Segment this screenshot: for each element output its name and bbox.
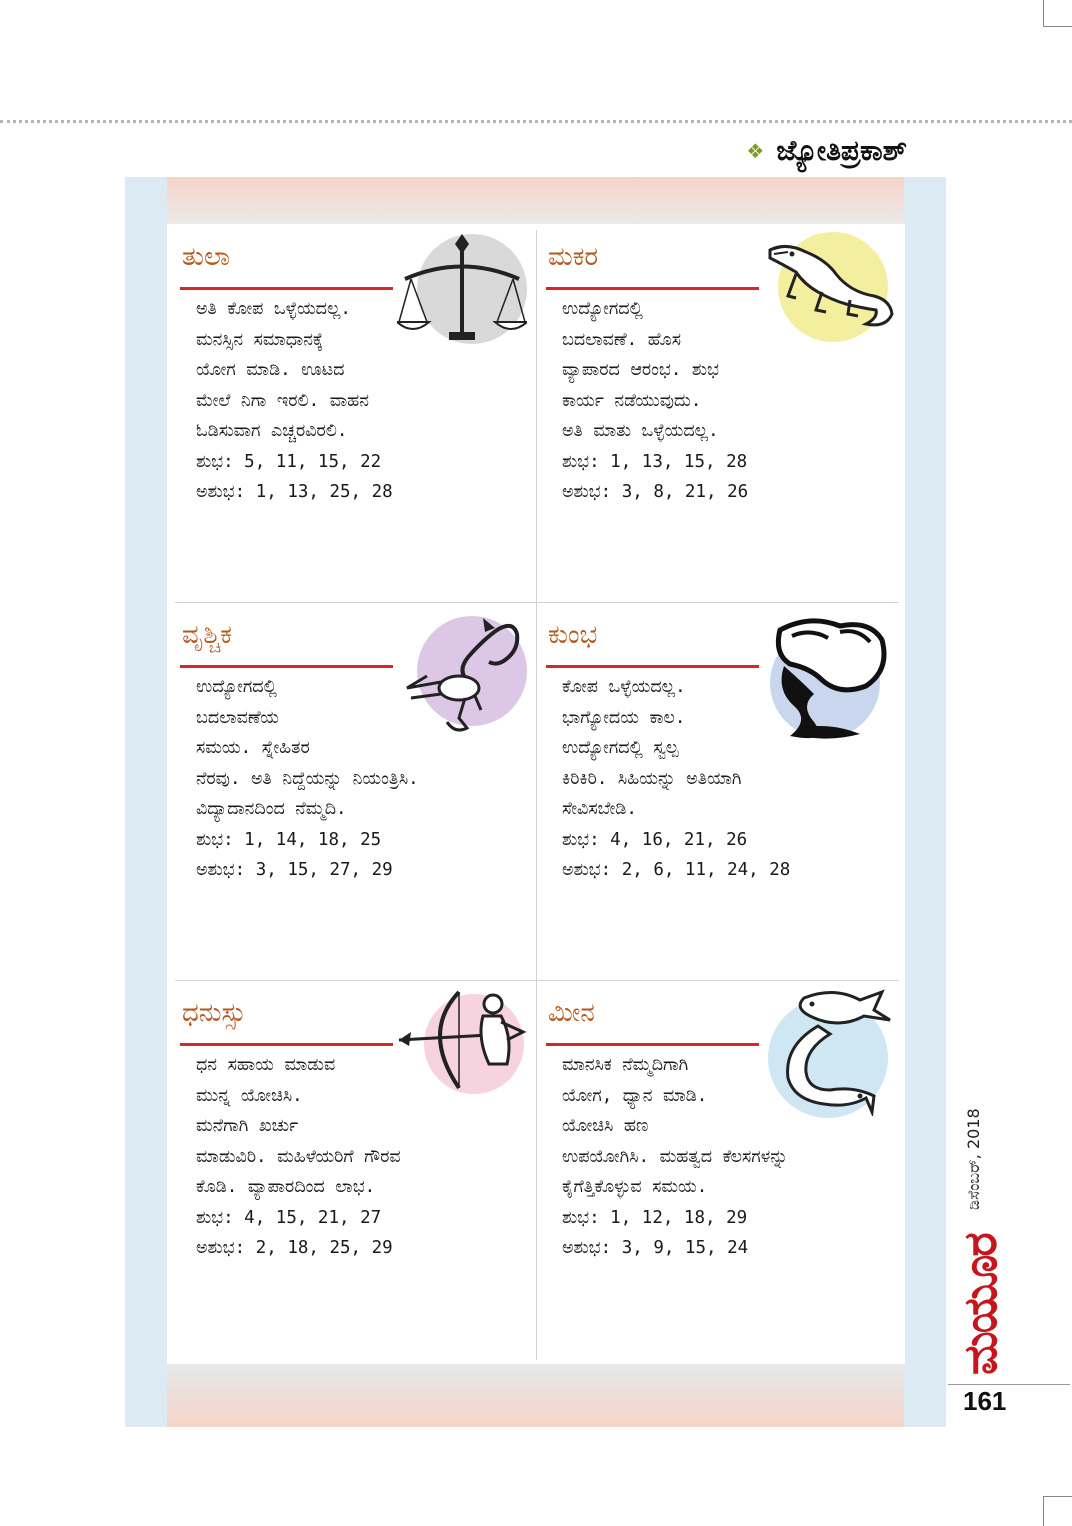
sign-name: ವೃಶ್ಚಿಕ: [182, 620, 232, 650]
heading-underline: [180, 1043, 393, 1046]
prediction-line: ಮಾಡುವಿರಿ. ಮಹಿಳೆಯರಿಗೆ ಗೌರವ: [196, 1146, 401, 1167]
prediction-line: ಬದಲಾವಣೆಯ: [196, 707, 279, 728]
heading-underline: [546, 1043, 759, 1046]
magazine-logo: ಮಯೂರ: [953, 1234, 1007, 1375]
page-number: 161: [963, 1386, 1007, 1416]
prediction-line: ಮುನ್ನ ಯೋಚಿಸಿ.: [196, 1085, 303, 1106]
prediction-line: ಬದಲಾವಣೆ. ಹೊಸ: [562, 329, 682, 350]
prediction-line: ಮಾನಸಿಕ ನೆಮ್ಮದಿಗಾಗಿ: [562, 1055, 689, 1075]
sign-card-libra: [172, 230, 532, 600]
sign-name: ಧನುಸ್ಸು: [182, 998, 247, 1028]
row-divider: [175, 602, 899, 603]
prediction-line: ಯೋಗ ಮಾಡಿ. ಊಟದ: [196, 360, 345, 380]
capricorn-crocodile-icon: [766, 234, 898, 334]
prediction-line: ವಿದ್ಯಾದಾನದಿಂದ ನೆಮ್ಮದಿ.: [196, 799, 347, 819]
prediction-line: ಓಡಿಸುವಾಗ ಎಚ್ಚರವಿರಲಿ.: [196, 421, 348, 441]
prediction-text: [196, 672, 419, 886]
prediction-line: ಮೇಲೆ ನಿಗಾ ಇರಲಿ. ವಾಹನ: [196, 390, 369, 411]
prediction-line: ಕೊಡಿ. ವ್ಯಾಪಾರದಿಂದ ಲಾಭ.: [196, 1177, 376, 1197]
sign-card-scorpio: [172, 608, 532, 978]
lucky-dates: ಶುಭ: 4, 16, 21, 26: [562, 829, 748, 850]
prediction-line: ಧನ ಸಹಾಯ ಮಾಡುವ: [196, 1055, 336, 1075]
crop-mark-top-right: [1043, 0, 1072, 27]
prediction-line: ಉದ್ಯೋಗದಲ್ಲಿ: [196, 677, 277, 697]
sagittarius-archer-icon: [397, 988, 527, 1098]
heading-underline: [180, 287, 393, 290]
section-title: ಜ್ಯೋತಿಪ್ರಕಾಶ್: [776, 134, 907, 167]
unlucky-dates: ಅಶುಭ: 3, 9, 15, 24: [562, 1238, 749, 1258]
prediction-line: ಸಮಯ. ಸ್ನೇಹಿತರ: [196, 738, 310, 758]
unlucky-dates: ಅಶುಭ: 3, 8, 21, 26: [562, 482, 749, 502]
sign-card-sagittarius: [172, 986, 532, 1356]
unlucky-dates: ಅಶುಭ: 1, 13, 25, 28: [196, 482, 393, 502]
dotted-divider: [0, 120, 1072, 123]
sign-name: ಮಕರ: [548, 242, 599, 272]
lucky-dates: ಶುಭ: 1, 12, 18, 29: [562, 1207, 748, 1228]
lucky-dates: ಶುಭ: 1, 14, 18, 25: [196, 829, 382, 850]
unlucky-dates: ಅಶುಭ: 2, 18, 25, 29: [196, 1238, 393, 1258]
lucky-dates: ಶುಭ: 4, 15, 21, 27: [196, 1207, 382, 1228]
section-header: [746, 134, 907, 168]
prediction-line: ಯೋಗ, ಧ್ಯಾನ ಮಾಡಿ.: [562, 1085, 708, 1106]
sign-name: ತುಲಾ: [182, 242, 231, 272]
libra-scales-icon: [397, 234, 527, 344]
prediction-text: [562, 1050, 788, 1264]
prediction-line: ನೆರವು. ಅತಿ ನಿದ್ದೆಯನ್ನು ನಿಯಂತ್ರಿಸಿ.: [196, 768, 419, 789]
prediction-line: ಕಿರಿಕಿರಿ. ಸಿಹಿಯನ್ನು ಅತಿಯಾಗಿ: [562, 768, 742, 789]
prediction-line: ಮನಸ್ಸಿನ ಸಮಾಧಾನಕ್ಕೆ: [196, 329, 324, 350]
sign-name: ಕುಂಭ: [548, 620, 598, 650]
prediction-line: ವ್ಯಾಪಾರದ ಆರಂಭ. ಶುಭ: [562, 360, 720, 380]
prediction-line: ಕೋಪ ಒಳ್ಳೆಯದಲ್ಲ.: [562, 677, 686, 697]
prediction-line: ಭಾಗ್ಯೋದಯ ಕಾಲ.: [562, 707, 686, 728]
unlucky-dates: ಅಶುಭ: 2, 6, 11, 24, 28: [562, 860, 791, 880]
page-number-rule: [948, 1384, 1070, 1385]
unlucky-dates: ಅಶುಭ: 3, 15, 27, 29: [196, 860, 393, 880]
prediction-text: [562, 294, 748, 508]
prediction-line: ಉದ್ಯೋಗದಲ್ಲಿ: [562, 299, 643, 319]
bullet-icon: ❖: [746, 139, 765, 163]
heading-underline: [546, 665, 759, 668]
prediction-text: [196, 294, 393, 508]
prediction-line: ಉಪಯೋಗಿಸಿ. ಮಹತ್ವದ ಕೆಲಸಗಳನ್ನು: [562, 1146, 788, 1167]
column-divider: [536, 230, 537, 1360]
pisces-fish-icon: [774, 986, 894, 1116]
sign-name: ಮೀನ: [548, 998, 595, 1028]
sign-card-capricorn: [538, 230, 898, 600]
lucky-dates: ಶುಭ: 1, 13, 15, 28: [562, 451, 748, 472]
row-divider: [175, 980, 899, 981]
prediction-text: [562, 672, 790, 886]
lucky-dates: ಶುಭ: 5, 11, 15, 22: [196, 451, 382, 472]
prediction-text: [196, 1050, 401, 1264]
heading-underline: [546, 287, 759, 290]
sign-card-pisces: [538, 986, 898, 1356]
prediction-line: ಯೋಚಿಸಿ ಹಣ: [562, 1116, 649, 1136]
sign-card-aquarius: [538, 608, 898, 978]
prediction-line: ಕೈಗೆತ್ತಿಕೊಳ್ಳುವ ಸಮಯ.: [562, 1177, 708, 1197]
prediction-line: ಉದ್ಯೋಗದಲ್ಲಿ ಸ್ವಲ್ಪ: [562, 738, 679, 758]
prediction-line: ಅತಿ ಮಾತು ಒಳ್ಳೆಯದಲ್ಲ.: [562, 421, 719, 441]
prediction-line: ಸೇವಿಸಬೇಡಿ.: [562, 799, 637, 819]
prediction-line: ಕಾರ್ಯ ನಡೆಯುವುದು.: [562, 390, 702, 411]
heading-underline: [180, 665, 393, 668]
crop-mark-bottom-right: [1043, 1496, 1072, 1526]
issue-date: ಡಿಸೆಂಬರ್, 2018: [964, 1108, 983, 1210]
prediction-line: ಮನೆಗಾಗಿ ಖರ್ಚು: [196, 1116, 299, 1136]
prediction-line: ಅತಿ ಕೋಪ ಒಳ್ಳೆಯದಲ್ಲ.: [196, 299, 351, 319]
